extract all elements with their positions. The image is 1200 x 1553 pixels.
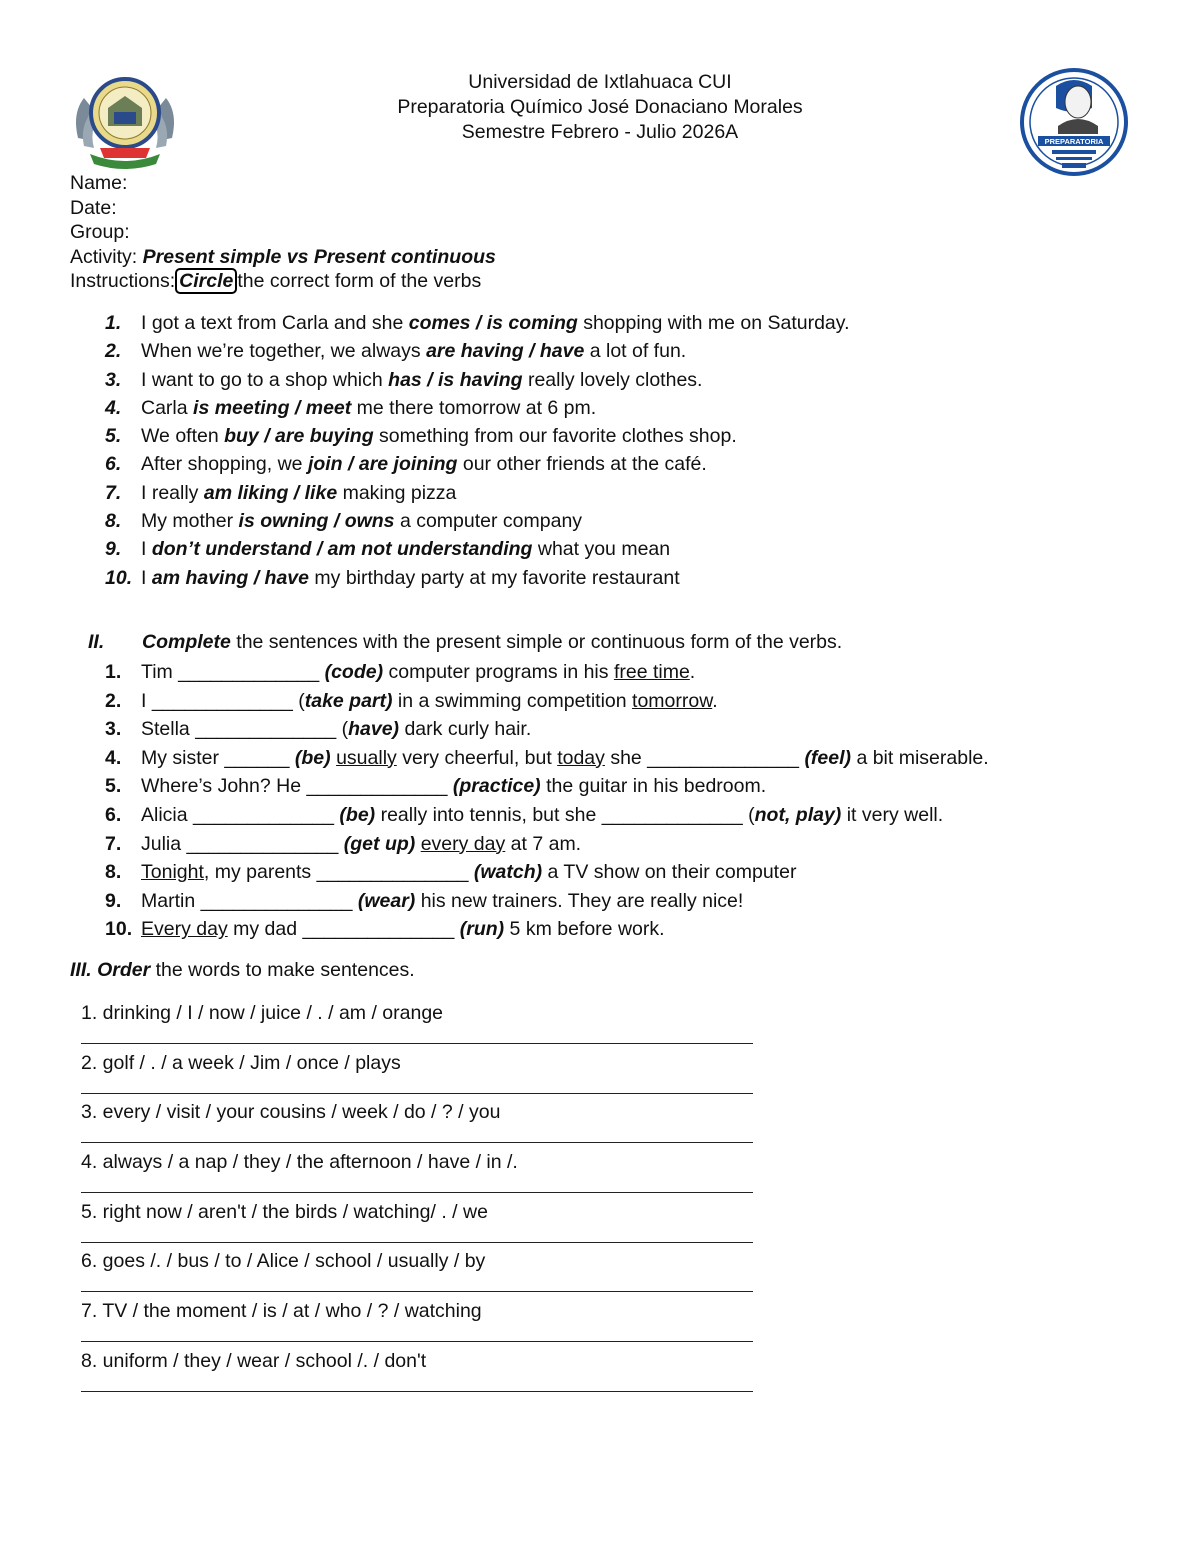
item-text: something from our favorite clothes shop. (373, 425, 737, 448)
answer-line[interactable] (81, 1175, 753, 1193)
section-3-list (81, 1001, 753, 1399)
group-label: Group: (70, 221, 130, 244)
item-text: a computer company (394, 510, 583, 533)
list-item (105, 830, 989, 859)
item-number: 6. (105, 453, 122, 476)
section-instructions: the words to make sentences. (150, 959, 415, 981)
item-text[interactable]: Tim _____________ (141, 661, 325, 683)
item-text[interactable]: really into tennis, but she _____________ ( (375, 803, 755, 826)
item-number: 2. (105, 340, 122, 363)
list-item (105, 366, 850, 394)
list-item (105, 507, 850, 535)
list-item (105, 479, 850, 507)
verb-hint: (feel) (804, 746, 852, 769)
item-text[interactable]: , my parents ______________ (203, 861, 474, 884)
verb-hint: (code) (324, 661, 384, 683)
item-number: 4. (105, 396, 122, 419)
word-prompt: 3. every / visit / your cousins / week / do / ? / you (81, 1101, 501, 1124)
verb-options[interactable]: don’t understand / am not understanding (151, 538, 533, 561)
document-header (0, 70, 1200, 145)
list-item (105, 535, 850, 563)
item-text: . (712, 689, 718, 712)
verb-options[interactable]: is owning / owns (238, 510, 395, 533)
list-item (81, 1349, 753, 1399)
item-number: 3. (105, 718, 122, 741)
verb-options[interactable]: join / are joining (307, 453, 458, 476)
section-2-list (105, 658, 989, 944)
list-item (81, 1200, 753, 1250)
item-text[interactable]: Julia ______________ (141, 832, 344, 855)
list-item (105, 337, 850, 365)
item-number: 2. (105, 689, 122, 712)
item-text: a TV show on their computer (542, 861, 797, 884)
item-text: I want to go to a shop which (141, 368, 389, 391)
item-text: me there tomorrow at 6 pm. (351, 396, 597, 419)
item-text: I got a text from Carla and she (141, 312, 409, 334)
item-number: 8. (105, 861, 122, 884)
item-text[interactable]: My sister ______ (141, 746, 295, 769)
verb-hint: (get up) (343, 832, 416, 855)
header-semester: Semestre Febrero - Julio 2026A (461, 121, 739, 143)
item-text[interactable]: Stella _____________ ( (141, 718, 349, 741)
list-item (105, 687, 989, 716)
item-text: a bit miserable. (851, 746, 989, 769)
instructions-label: Instructions: (70, 270, 176, 293)
verb-hint: (run) (459, 918, 505, 941)
verb-options[interactable]: am having / have (151, 566, 309, 589)
list-item (81, 1299, 753, 1349)
item-text: his new trainers. They are really nice! (415, 889, 744, 912)
item-number: 1. (105, 661, 122, 683)
list-item (105, 309, 850, 337)
item-text: very cheerful, but (396, 746, 558, 769)
time-expression: Tonight (141, 861, 204, 884)
item-text: what you mean (532, 538, 671, 561)
list-item (81, 1051, 753, 1101)
verb-options[interactable]: is meeting / meet (193, 396, 352, 419)
list-item (105, 422, 850, 450)
list-item (105, 915, 989, 944)
word-prompt: 6. goes /. / bus / to / Alice / school / usually / by (81, 1250, 486, 1273)
list-item (81, 1249, 753, 1299)
section-1-list (105, 309, 850, 592)
item-number: 9. (105, 889, 122, 912)
item-number: 4. (105, 746, 122, 769)
item-text: I really (141, 481, 204, 504)
item-text[interactable]: Martin ______________ (141, 889, 358, 912)
instructions-text: the correct form of the verbs (237, 270, 482, 293)
verb-hint: take part) (304, 689, 393, 712)
word-prompt: 4. always / a nap / they / the afternoon / have / in /. (81, 1151, 518, 1174)
list-item (81, 1100, 753, 1150)
item-text: I (141, 566, 152, 589)
time-expression: usually (336, 746, 397, 769)
item-text: it very well. (841, 803, 944, 826)
item-number: 5. (105, 775, 122, 798)
list-item (105, 744, 989, 773)
list-item (81, 1001, 753, 1051)
item-text: When we’re together, we always (141, 340, 427, 363)
section-instructions: the sentences with the present simple or continuous form of the verbs. (230, 631, 843, 653)
item-number: 5. (105, 425, 122, 448)
time-expression: every day (420, 832, 506, 855)
item-text: the guitar in his bedroom. (540, 775, 767, 798)
item-text: in a swimming competition (392, 689, 633, 712)
item-text: shopping with me on Saturday. (577, 312, 850, 334)
header-school: Preparatoria Químico José Donaciano Morales (397, 96, 803, 118)
time-expression: free time (613, 661, 690, 683)
item-text: After shopping, we (141, 453, 308, 476)
item-number: 6. (105, 803, 122, 826)
answer-line[interactable] (81, 1225, 753, 1243)
list-item (105, 715, 989, 744)
list-item (105, 887, 989, 916)
answer-line[interactable] (81, 1274, 753, 1292)
verb-hint: (wear) (357, 889, 416, 912)
answer-line[interactable] (81, 1026, 753, 1044)
item-text: my birthday party at my favorite restaurant (309, 566, 680, 589)
verb-hint: not, play) (754, 803, 842, 826)
item-text: really lovely clothes. (522, 368, 703, 391)
list-item (105, 450, 850, 478)
item-text: our other friends at the café. (457, 453, 707, 476)
name-label: Name: (70, 172, 128, 194)
item-number: 1. (105, 312, 122, 334)
list-item (105, 658, 989, 687)
answer-line[interactable] (81, 1125, 753, 1143)
item-number: 7. (105, 481, 122, 504)
item-text: I (141, 538, 152, 561)
item-number: 7. (105, 832, 122, 855)
activity-label: Activity: (70, 245, 138, 268)
item-text: at 7 am. (505, 832, 582, 855)
time-expression: today (557, 746, 605, 769)
section-3-heading (70, 959, 415, 982)
verb-hint: (practice) (452, 775, 541, 798)
verb-hint: (watch) (473, 861, 543, 884)
item-number: 8. (105, 510, 122, 533)
word-prompt: 5. right now / aren't / the birds / watching/ . / we (81, 1200, 488, 1223)
section-keyword: Complete (142, 631, 231, 653)
item-number: 10. (105, 566, 133, 589)
list-item (105, 858, 989, 887)
item-text[interactable]: I _____________ ( (141, 689, 305, 712)
right-logo-text: PREPARATORIA (1044, 137, 1104, 146)
item-text: a lot of fun. (584, 340, 687, 363)
instructions-line (70, 269, 496, 294)
list-item (105, 772, 989, 801)
verb-hint: (be) (339, 803, 376, 826)
list-item (105, 394, 850, 422)
list-item (105, 801, 989, 830)
item-text: Carla (141, 396, 194, 419)
verb-options[interactable]: comes / is coming (408, 312, 578, 334)
answer-line[interactable] (81, 1076, 753, 1094)
instructions-keyword: Circle (175, 268, 237, 294)
answer-line[interactable] (81, 1324, 753, 1342)
header-university: Universidad de Ixtlahuaca CUI (468, 71, 732, 93)
word-prompt: 7. TV / the moment / is / at / who / ? / watching (81, 1300, 482, 1323)
word-prompt: 8. uniform / they / wear / school /. / don't (81, 1349, 427, 1372)
section-number: II. (88, 631, 105, 653)
item-text[interactable]: my dad ______________ (227, 918, 460, 941)
list-item (105, 564, 850, 592)
student-info (70, 171, 496, 294)
list-item (81, 1150, 753, 1200)
verb-options[interactable]: has / is having (388, 368, 523, 391)
word-prompt: 2. golf / . / a week / Jim / once / plays (81, 1051, 401, 1074)
item-number: 3. (105, 368, 122, 391)
item-text: . (689, 661, 696, 683)
item-text: We often (141, 425, 225, 448)
item-text: making pizza (337, 481, 457, 504)
verb-hint: have) (348, 718, 400, 741)
answer-line[interactable] (81, 1374, 753, 1392)
verb-options[interactable]: buy / are buying (224, 425, 374, 448)
item-text: dark curly hair. (399, 718, 532, 741)
item-text[interactable]: she ______________ (604, 746, 805, 769)
time-expression: tomorrow (632, 689, 713, 712)
item-text: My mother (141, 510, 239, 533)
section-number: III. (70, 959, 92, 981)
item-text[interactable]: Where’s John? He _____________ (141, 775, 453, 798)
verb-hint: (be) (294, 746, 331, 769)
time-expression: Every day (141, 918, 228, 941)
item-number: 9. (105, 538, 122, 561)
item-number: 10. (105, 918, 133, 941)
verb-options[interactable]: are having / have (426, 340, 585, 363)
date-label: Date: (70, 196, 117, 219)
item-text: 5 km before work. (504, 918, 665, 941)
activity-title: Present simple vs Present continuous (142, 245, 496, 268)
activity-line (70, 245, 496, 270)
item-text: computer programs in his (383, 661, 614, 683)
verb-options[interactable]: am liking / like (203, 481, 338, 504)
section-keyword: Order (97, 959, 151, 981)
section-2-heading (88, 631, 842, 654)
word-prompt: 1. drinking / I / now / juice / . / am / orange (81, 1002, 444, 1024)
item-text[interactable]: Alicia _____________ (141, 803, 340, 826)
